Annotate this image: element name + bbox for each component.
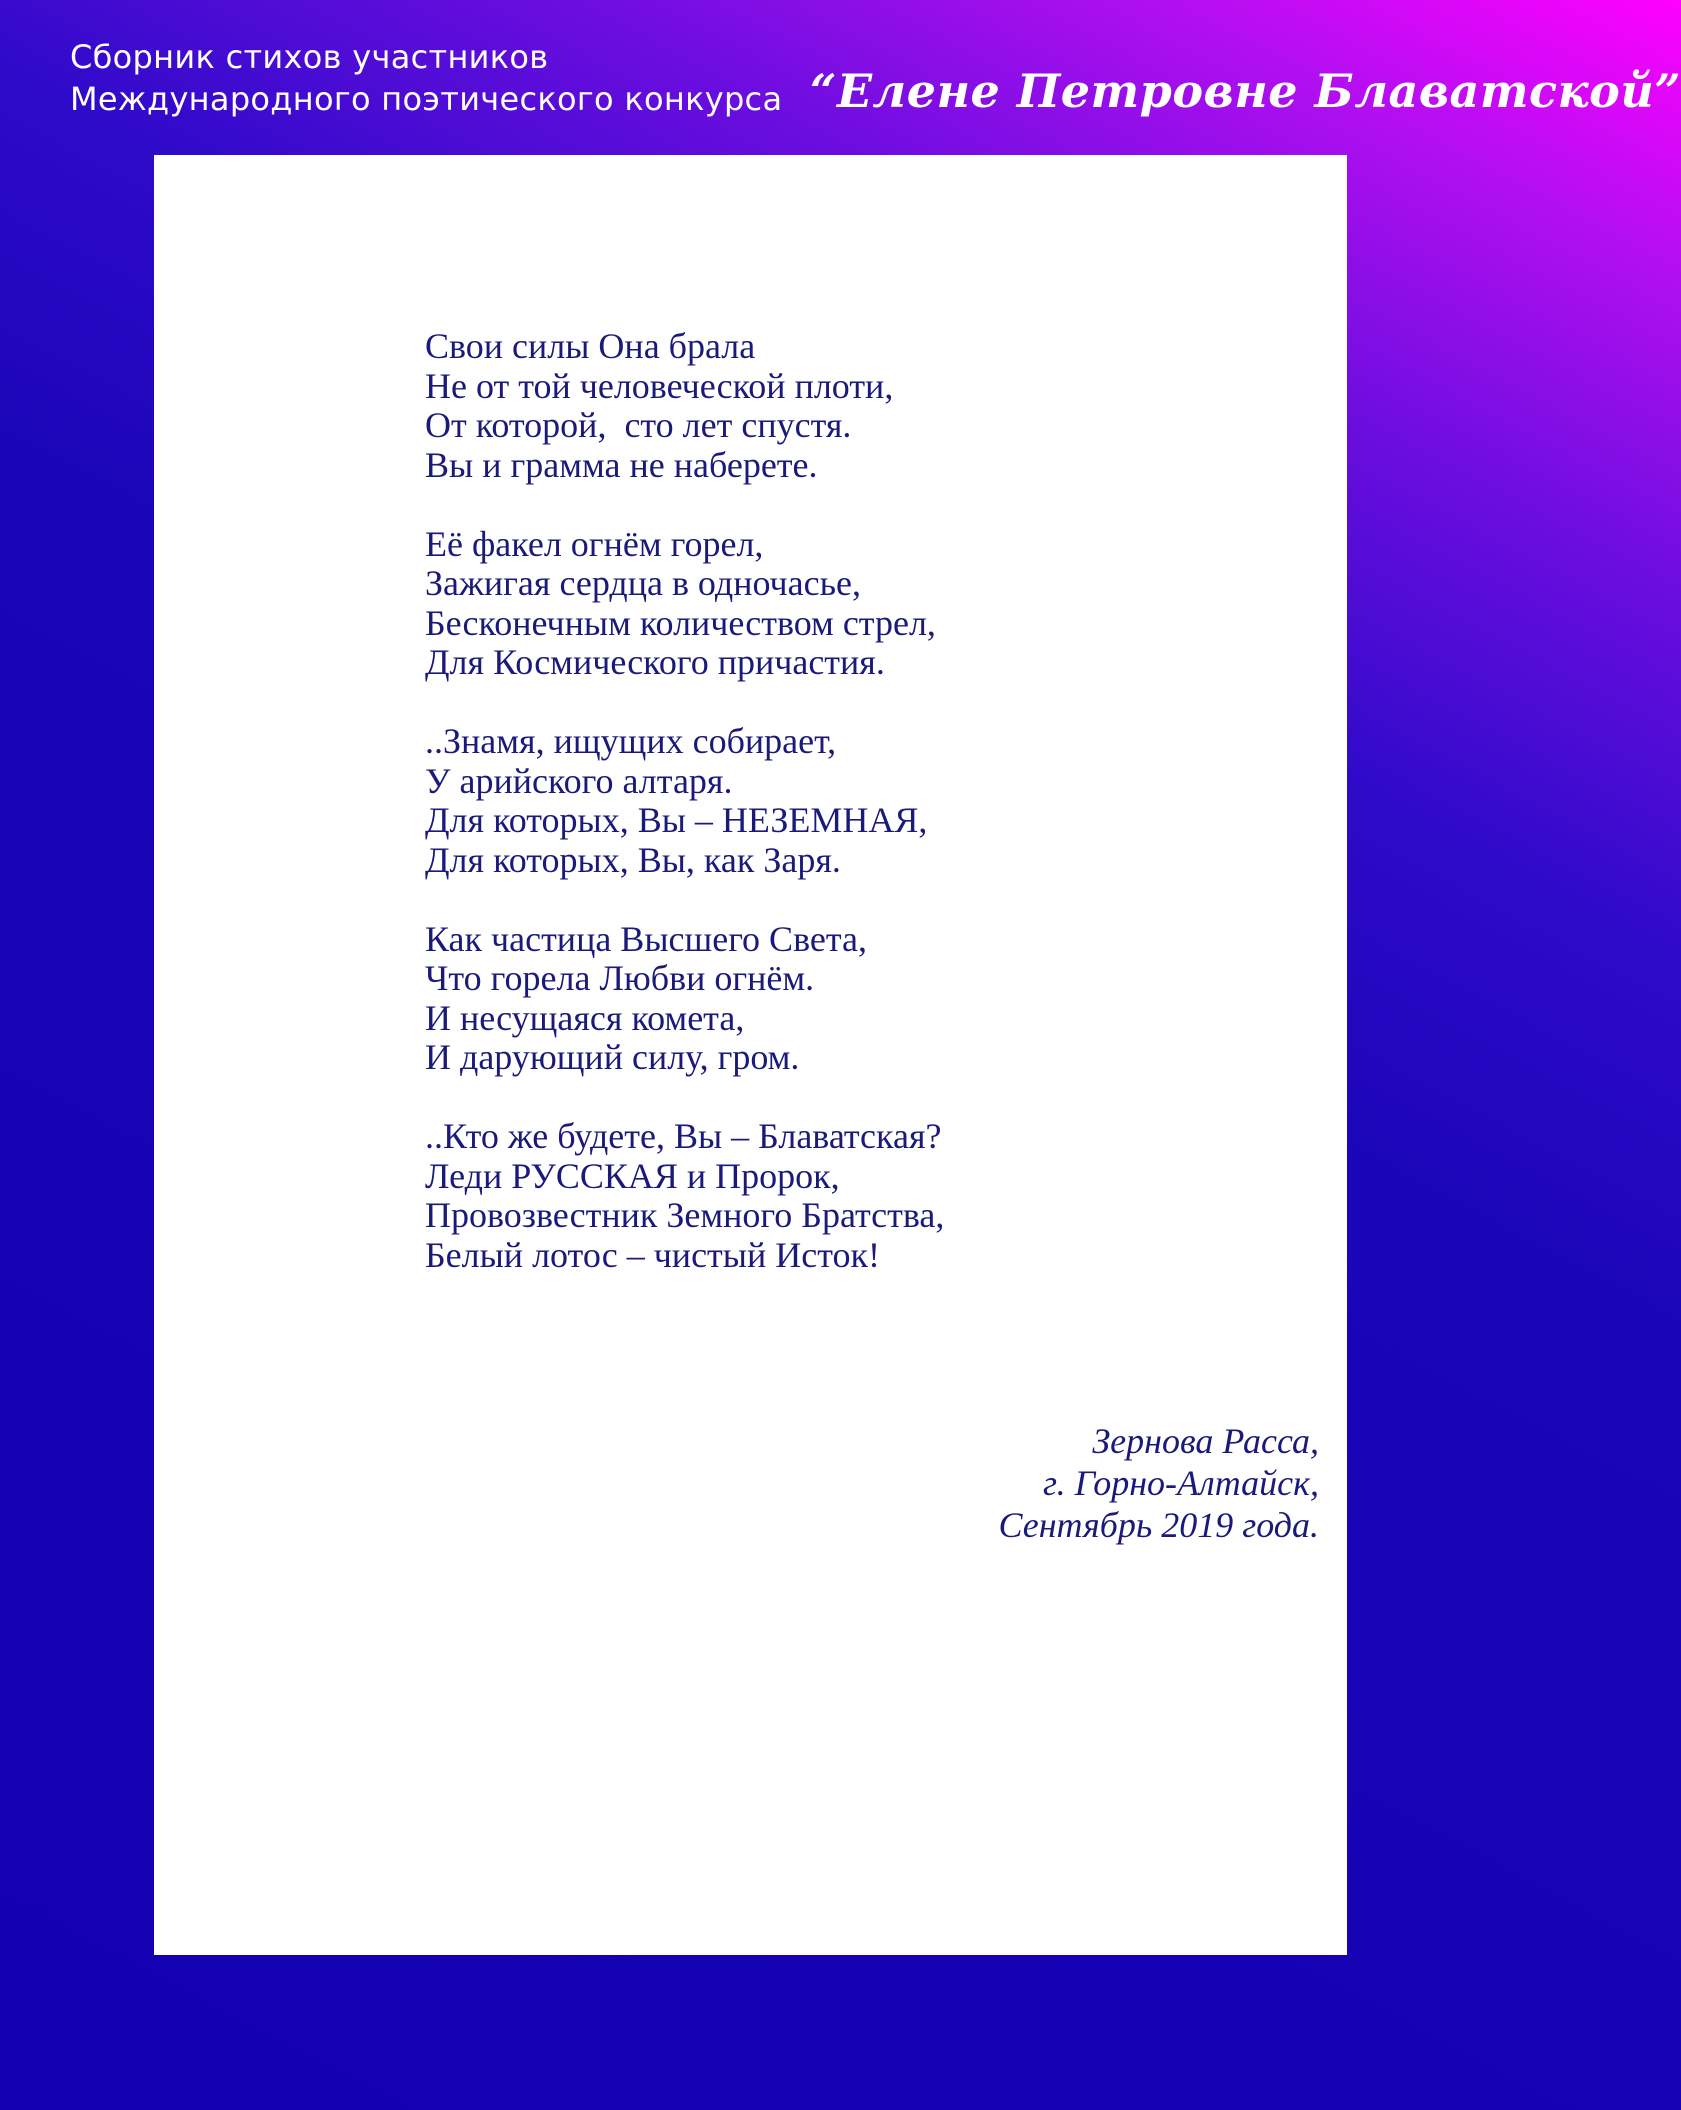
poem-stanza-3 — [425, 722, 944, 880]
poem-line: И дарующий силу, гром. — [425, 1037, 800, 1077]
poem-line: Для которых, Вы, как Заря. — [425, 839, 841, 880]
poem-stanza-4 — [425, 920, 944, 1078]
poem-line: Что горела Любви огнём. — [425, 958, 815, 998]
poem-line: Белый лотос – чистый Исток! — [425, 1234, 880, 1275]
poem-line: От которой, сто лет спустя. — [425, 405, 852, 445]
poem-line: ..Знамя, ищущих собирает, — [425, 721, 837, 761]
signature — [998, 1420, 1319, 1546]
poem-line: Леди РУССКАЯ и Пророк, — [425, 1155, 840, 1196]
poem — [425, 327, 944, 1315]
header-contest-name: “Елене Петровне Блаватской” — [810, 64, 1681, 118]
poem-line: Для которых, Вы – НЕЗЕМНАЯ, — [425, 800, 928, 840]
poem-line: Бесконечным количеством стрел, — [425, 602, 936, 643]
poem-stanza-5 — [425, 1117, 944, 1275]
poem-line: ..Кто же будете, Вы – Блаватская? — [425, 1116, 942, 1156]
header-collection-title: Сборник стихов участников — [70, 38, 549, 76]
poem-stanza-1 — [425, 327, 944, 485]
signature-city: г. Горно-Алтайск, — [1043, 1463, 1319, 1503]
signature-date: Сентябрь 2019 года. — [998, 1505, 1319, 1545]
poem-line: Свои силы Она брала — [425, 326, 756, 366]
poem-line: Провозвестник Земного Братства, — [425, 1195, 945, 1235]
poem-line: Вы и грамма не наберете. — [425, 444, 818, 485]
header-contest-title: Международного поэтического конкурса — [70, 80, 783, 118]
poem-line: Зажигая сердца в одночасье, — [425, 563, 862, 603]
poem-page — [154, 155, 1347, 1955]
poem-line: Как частица Высшего Света, — [425, 918, 867, 959]
poem-line: Не от той человеческой плоти, — [425, 365, 894, 406]
poem-line: Для Космического причастия. — [425, 642, 885, 682]
poem-line: Её факел огнём горел, — [425, 523, 764, 564]
poem-line: И несущаяся комета, — [425, 997, 745, 1038]
poem-line: У арийского алтаря. — [425, 760, 733, 801]
signature-author: Зернова Расса, — [1092, 1421, 1319, 1461]
poem-stanza-2 — [425, 525, 944, 683]
header — [70, 34, 1681, 124]
